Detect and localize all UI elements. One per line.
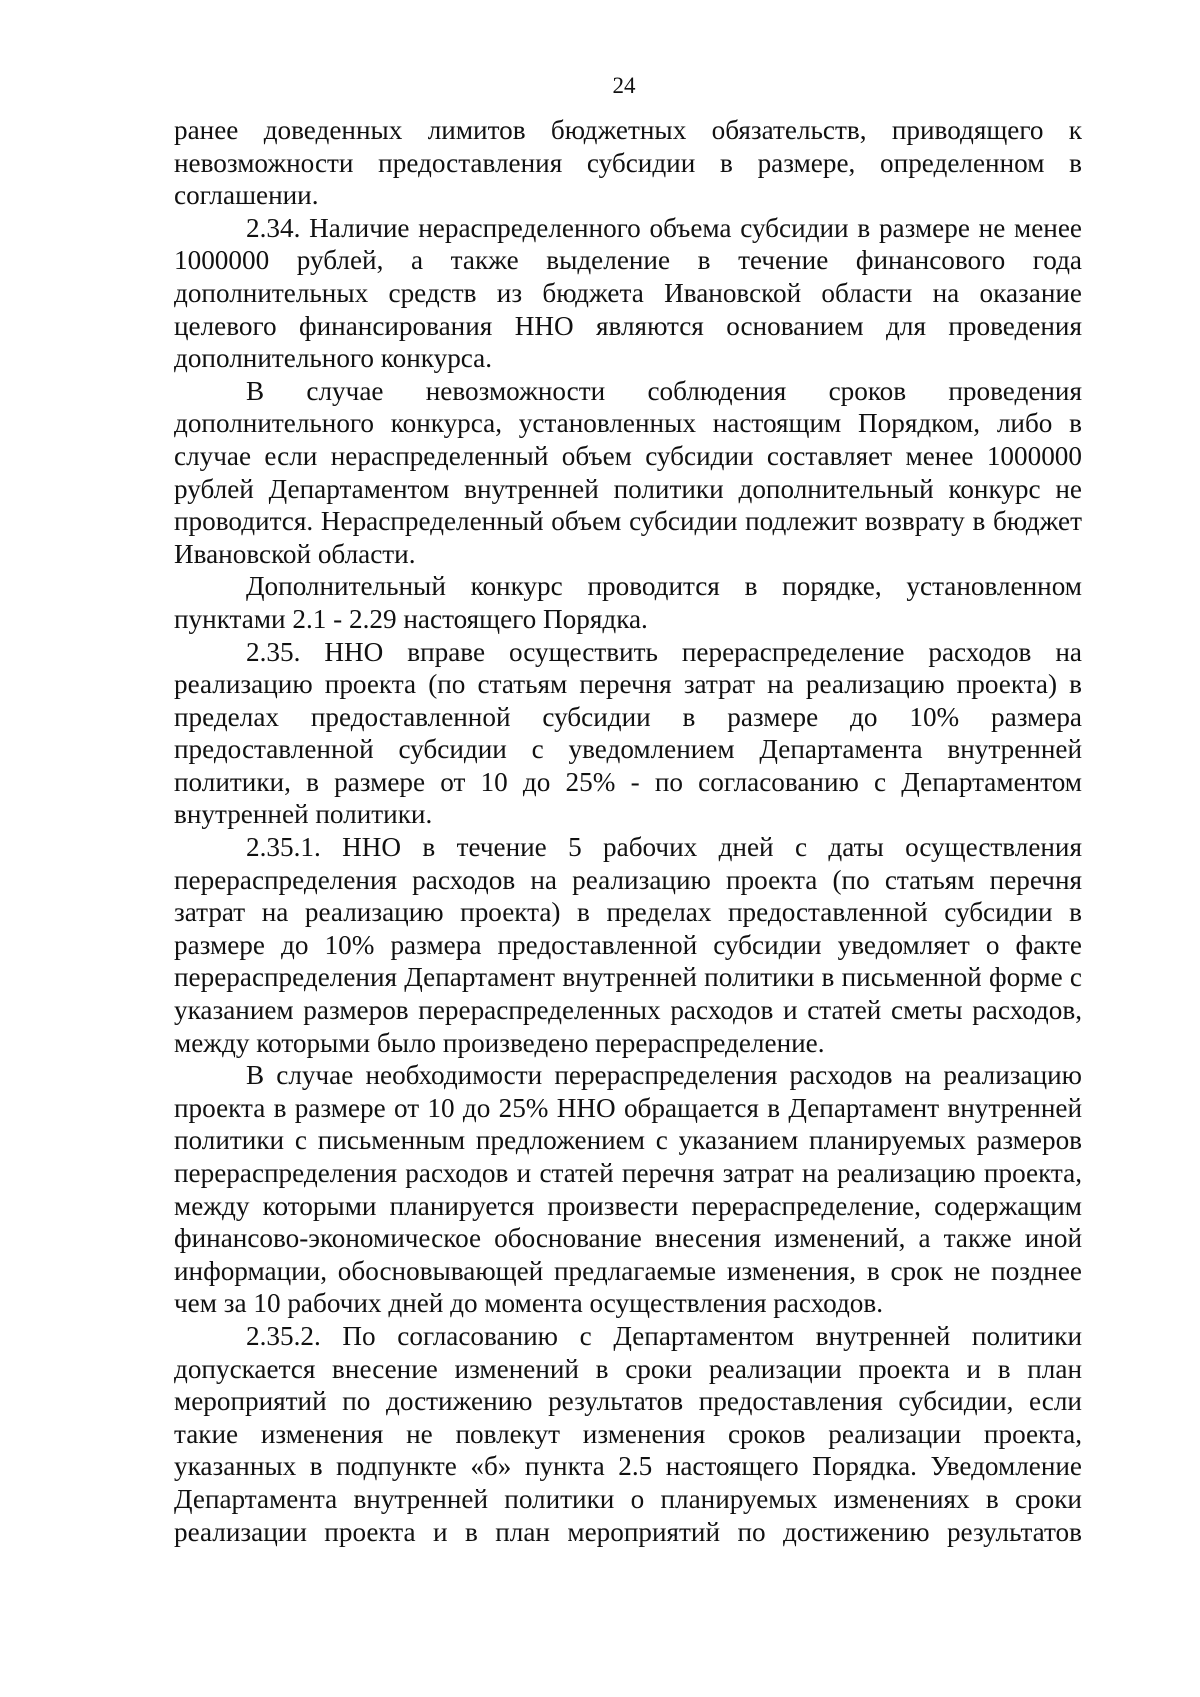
paragraph-continuation: ранее доведенных лимитов бюджетных обязательств, приводящего к невозможности предоставления субсидии в размере, определенном в соглашении. xyxy=(174,115,1082,211)
page-number: 24 xyxy=(612,73,636,98)
paragraph-additional-contest: Дополнительный конкурс проводится в порядке, установленном пунктами 2.1 - 2.29 настоящего Порядка. xyxy=(174,571,1082,634)
paragraph-2-34-case: В случае невозможности соблюдения сроков проведения дополнительного конкурса, установленных настоящим Порядком, либо в случае если нераспределенный объем субсидии составляет менее 1000000 рублей Департаментом внутренней политики дополнительный конкурс не проводится. Нераспределенный объем субсидии подлежит возврату в бюджет Ивановской области. xyxy=(174,375,1082,569)
paragraph-2-35: 2.35. ННО вправе осуществить перераспределение расходов на реализацию проекта (по статьям перечня затрат на реализацию проекта) в пределах предоставленной субсидии в размере до 10% размера предоставленной субсидии с уведомлением Департамента внутренней политики, в размере от 10 до 25% - по согласованию с Департаментом внутренней политики. xyxy=(174,636,1082,830)
paragraph-2-35-1-case: В случае необходимости перераспределения расходов на реализацию проекта в размере от 10 до 25% ННО обращается в Департамент внутренней политики с письменным предложением с указанием планируемых размеров перераспределения расходов и статей перечня затрат на реализацию проекта, между которыми планируется произвести перераспределение, содержащим финансово-экономическое обоснование внесения изменений, а также иной информации, обосновывающей предлагаемые изменения, в срок не позднее чем за 10 рабочих дней до момента осуществления расходов. xyxy=(174,1060,1082,1319)
document-body xyxy=(174,114,1082,1548)
paragraph-2-35-1: 2.35.1. ННО в течение 5 рабочих дней с даты осуществления перераспределения расходов на реализацию проекта (по статьям перечня затрат на реализацию проекта) в пределах предоставленной субсидии в размере до 10% размера предоставленной субсидии уведомляет о факте перераспределения Департамент внутренней политики в письменной форме с указанием размеров перераспределенных расходов и статей сметы расходов, между которыми было произведено перераспределение. xyxy=(174,832,1082,1058)
paragraph-2-34: 2.34. Наличие нераспределенного объема субсидии в размере не менее 1000000 рублей, а также выделение в течение финансового года дополнительных средств из бюджета Ивановской области на оказание целевого финансирования ННО являются основанием для проведения дополнительного конкурса. xyxy=(174,212,1082,374)
paragraph-2-35-2: 2.35.2. По согласованию с Департаментом внутренней политики допускается внесение изменений в сроки реализации проекта и в план мероприятий по достижению результатов предоставления субсидии, если такие изменения не повлекут изменения сроков реализации проекта, указанных в подпункте «б» пункта 2.5 настоящего Порядка. Уведомление Департамента внутренней политики о планируемых изменениях в сроки реализации проекта и в план мероприятий по достижению результатов xyxy=(174,1320,1082,1547)
